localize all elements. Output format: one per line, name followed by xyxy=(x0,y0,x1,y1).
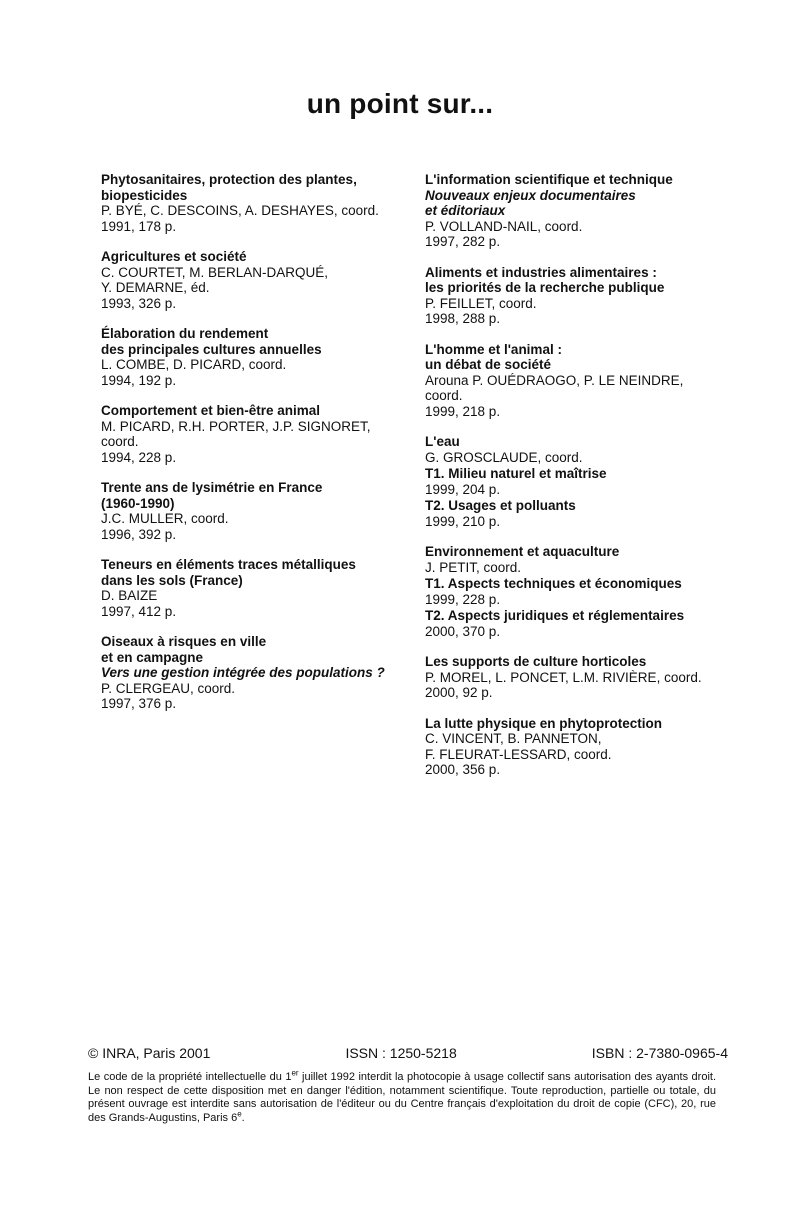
book-title: Élaboration du rendement xyxy=(101,326,269,341)
book-title-line2: et en campagne xyxy=(101,649,204,665)
book-publication: 1993, 326 p. xyxy=(101,295,177,311)
book-authors-line2: coord. xyxy=(101,434,139,449)
book-entry xyxy=(425,265,725,327)
book-entry xyxy=(425,434,725,529)
volume-title: T2. Usages et polluants xyxy=(425,498,576,513)
volume-publication: 1999, 204 p. xyxy=(425,481,501,497)
book-entry xyxy=(101,403,391,465)
book-publication: 1999, 218 p. xyxy=(425,403,501,419)
book-authors: G. GROSCLAUDE, coord. xyxy=(425,449,583,465)
book-title: Aliments et industries alimentaires : xyxy=(425,264,657,280)
right-column xyxy=(425,172,725,793)
book-title-line2: (1960-1990) xyxy=(101,495,175,511)
book-publication: 1998, 288 p. xyxy=(425,311,501,326)
book-publication: 1997, 376 p. xyxy=(101,696,177,711)
left-column xyxy=(101,172,391,727)
book-title-line2: les priorités de la recherche publique xyxy=(425,280,665,295)
book-title-line2: dans les sols (France) xyxy=(101,572,243,588)
book-title: Phytosanitaires, protection des plantes, xyxy=(101,172,357,187)
book-authors: P. BYÉ, C. DESCOINS, A. DESHAYES, coord. xyxy=(101,203,379,218)
volume-title: T2. Aspects juridiques et réglementaires xyxy=(425,608,685,623)
volume-publication: 1999, 228 p. xyxy=(425,591,501,607)
page-title: un point sur... xyxy=(306,88,494,119)
book-entry xyxy=(425,716,725,778)
book-publication: 1997, 412 p. xyxy=(101,603,177,619)
book-authors: L. COMBE, D. PICARD, coord. xyxy=(101,357,287,372)
book-publication: 1997, 282 p. xyxy=(425,234,501,249)
book-publication: 1996, 392 p. xyxy=(101,526,177,542)
copyright-notice: Le code de la propriété intellectuelle du 1er juillet 1992 interdit la photocopie à usage collectif sans autorisation des ayants droit. Le non respect de cette disposition met en danger l'édition, notamment scientifique. Toute reproduction, partielle ou totale, du présent ouvrage est interdite sans autorisation de l'éditeur ou du Centre français d'exploitation du droit de copie (CFC), 20, rue des Grands-Augustins, Paris 6e. xyxy=(88,1068,716,1124)
book-publication: 2000, 356 p. xyxy=(425,762,501,777)
book-authors-line2: coord. xyxy=(425,388,463,403)
book-entry xyxy=(425,544,725,639)
book-authors: J.C. MULLER, coord. xyxy=(101,511,229,526)
book-entry xyxy=(101,326,391,388)
book-title: Les supports de culture horticoles xyxy=(425,654,647,669)
book-authors-line2: F. FLEURAT-LESSARD, coord. xyxy=(425,746,612,762)
book-title: L'homme et l'animal : xyxy=(425,341,562,357)
book-entry xyxy=(101,172,391,234)
volume-publication: 1999, 210 p. xyxy=(425,513,501,529)
book-subtitle-line2: et éditoriaux xyxy=(425,203,506,218)
book-title: Environnement et aquaculture xyxy=(425,544,620,559)
book-authors: M. PICARD, R.H. PORTER, J.P. SIGNORET, xyxy=(101,418,371,434)
book-title-line2: un débat de société xyxy=(425,357,552,372)
book-title-line2: des principales cultures annuelles xyxy=(101,341,322,357)
book-entry xyxy=(101,634,391,712)
book-authors: Arouna P. OUÉDRAOGO, P. LE NEINDRE, xyxy=(425,372,684,388)
publication-identifiers xyxy=(88,1045,728,1061)
book-entry xyxy=(425,654,725,701)
isbn: ISBN : 2-7380-0965-4 xyxy=(591,1045,728,1061)
book-authors-line2: Y. DEMARNE, éd. xyxy=(101,280,210,295)
book-title: L'eau xyxy=(425,434,460,449)
book-authors: P. CLERGEAU, coord. xyxy=(101,680,236,696)
book-authors: J. PETIT, coord. xyxy=(425,559,522,575)
book-publication: 2000, 92 p. xyxy=(425,685,493,700)
volume-title: T1. Aspects techniques et économiques xyxy=(425,576,682,591)
book-entry xyxy=(101,480,391,542)
book-publication: 1991, 178 p. xyxy=(101,218,177,234)
book-authors: P. MOREL, L. PONCET, L.M. RIVIÈRE, coord. xyxy=(425,669,702,685)
book-entry xyxy=(425,172,725,250)
volume-publication: 2000, 370 p. xyxy=(425,623,501,639)
book-authors: P. FEILLET, coord. xyxy=(425,295,537,311)
book-subtitle: Nouveaux enjeux documentaires xyxy=(425,187,636,203)
book-publication: 1994, 192 p. xyxy=(101,372,177,388)
book-entry xyxy=(101,557,391,619)
issn: ISSN : 1250-5218 xyxy=(345,1045,457,1061)
book-publication: 1994, 228 p. xyxy=(101,449,177,465)
book-title: Trente ans de lysimétrie en France xyxy=(101,480,323,495)
book-title: La lutte physique en phytoprotection xyxy=(425,715,663,731)
book-authors: D. BAIZE xyxy=(101,588,158,603)
volume-title: T1. Milieu naturel et maîtrise xyxy=(425,466,607,481)
book-authors: C. COURTET, M. BERLAN-DARQUÉ, xyxy=(101,264,329,280)
book-title: Oiseaux à risques en ville xyxy=(101,634,267,649)
imprint-footer xyxy=(88,1045,728,1125)
book-authors: P. VOLLAND-NAIL, coord. xyxy=(425,218,583,234)
book-entry xyxy=(101,249,391,311)
book-subtitle: Vers une gestion intégrée des populations ? xyxy=(101,665,385,680)
book-title: L'information scientifique et technique xyxy=(425,172,673,187)
book-entry xyxy=(425,342,725,420)
book-title: Comportement et bien-être animal xyxy=(101,403,321,418)
copyright: © INRA, Paris 2001 xyxy=(88,1045,211,1061)
book-title-line2: biopesticides xyxy=(101,187,188,203)
book-title: Agricultures et société xyxy=(101,249,247,264)
book-title: Teneurs en éléments traces métalliques xyxy=(101,557,356,572)
book-authors: C. VINCENT, B. PANNETON, xyxy=(425,731,602,746)
